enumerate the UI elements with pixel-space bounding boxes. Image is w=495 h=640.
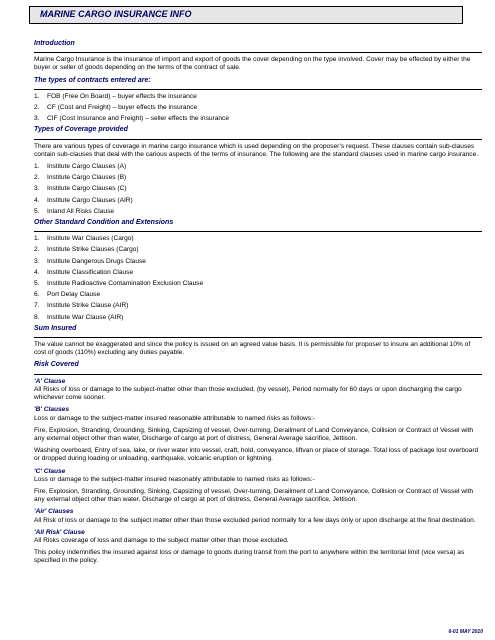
list-item-number: 6. [34, 291, 40, 299]
list-item-number: 2. [34, 104, 40, 112]
list-item-number: 5. [34, 280, 40, 288]
list-item [34, 246, 482, 254]
page-title: MARINE CARGO INSURANCE INFO [40, 9, 192, 19]
contracts-list [34, 93, 482, 124]
list-item-number: 8. [34, 313, 40, 321]
list-item-text: FOB (Free On Board) – buyer effects the insurance [47, 92, 197, 100]
clause-b-paragraph-1: Fire, Explosion, Stranding, Grounding, Sinking, Capsizing of vessel, Over-turning, Derailment of Land Conveyance, Collision or Contract of Vessel with any external object other than water, Discharge of cargo at port of distress, General Average sacrifice, Jettison. [34, 426, 474, 442]
list-item-text: Institute Cargo Clauses (B) [47, 174, 127, 182]
section-heading-risk: Risk Covered [34, 361, 79, 369]
list-item [34, 208, 482, 216]
list-item-number: 1. [34, 163, 40, 171]
coverage-list [34, 163, 482, 216]
list-item-text: Institute Cargo Clauses (A) [47, 163, 127, 171]
title-box [29, 6, 463, 24]
divider [34, 337, 482, 338]
clause-a-text: All Risks of loss or damage to the subject-matter other than those excluded, (by vessel), Period normally for 60 days or upon discharging the cargo whichever come sooner. [34, 385, 462, 402]
list-item [34, 235, 482, 243]
list-item-text: Institute Cargo Clauses (C) [47, 185, 127, 193]
list-item-text: CF (Cost and Freight) – buyer effects the insurance [47, 104, 198, 112]
other-list [34, 235, 482, 322]
divider [34, 52, 482, 53]
list-item [34, 115, 482, 123]
document-body [34, 40, 482, 570]
list-item [34, 258, 482, 266]
list-item-text: Institute War Clause (AIR) [47, 313, 124, 321]
clause-c-paragraph-1: Fire, Explosion, Stranding, Grounding, Sinking, Capsizing of vessel, Over-turning, Derailment of Land Conveyance, Collision or Contract of Vessel with any external object other than water, Discharge of cargo at port of distress, General Average sacrifice, Jettison. [34, 487, 474, 504]
list-item-number: 4. [34, 196, 40, 204]
list-item-text: Institute Radioactive Contamination Exclusion Clause [47, 280, 204, 288]
list-item [34, 269, 482, 277]
list-item-number: 3. [34, 185, 40, 193]
list-item-text: Institute Classification Clause [47, 268, 134, 276]
list-item-number: 7. [34, 302, 40, 310]
list-item [34, 185, 482, 193]
divider [34, 89, 482, 90]
clause-air-title: 'Air' Clauses [34, 508, 74, 516]
list-item [34, 197, 482, 205]
section-heading-coverage: Types of Coverage provided [34, 126, 128, 134]
section-heading-contracts: The types of contracts entered are: [34, 76, 151, 84]
list-item-text: Inland All Risks Clause [47, 207, 115, 215]
clause-c-title: 'C' Clause [34, 467, 66, 475]
coverage-paragraph: There are various types of coverage in marine cargo insurance which is used depending on the proposer’s request. These clauses contain sub-clauses contain sub-clauses that deal with the carious aspects of the terms of insurance. The following are the standard clauses used in marine cargo insurance. [34, 142, 479, 158]
clause-all-risk-text: All Risks coverage of loss and damage to the subject matter other than those excluded. [34, 536, 289, 544]
list-item-number: 2. [34, 246, 40, 254]
clause-all-risk-title: 'All Risk' Clause [34, 528, 85, 536]
section-heading-sum-insured: Sum Insured [34, 324, 77, 332]
clause-air-text: All Risk of loss or damage to the subject matter other than those excluded period normally for a few days only or upon discharge at the final destination. [34, 516, 476, 524]
list-item [34, 291, 482, 299]
list-item-text: Institute Cargo Clauses (AIR) [47, 196, 133, 204]
list-item [34, 104, 482, 112]
list-item-number: 4. [34, 268, 40, 276]
list-item-number: 1. [34, 235, 40, 243]
list-item-text: Port Delay Clause [47, 291, 101, 299]
clause-b-text: Loss or damage to the subject-matter insured reasonable attributable to named risks as follows:- [34, 414, 316, 422]
list-item-number: 5. [34, 207, 40, 215]
closing-paragraph: This policy indemnifies the insured against loss or damage to goods during transit from the port to anywhere within the territorial limit (vice versa) as specified in the policy. [34, 549, 465, 565]
divider [34, 374, 482, 375]
list-item [34, 314, 482, 322]
list-item-text: Institute War Clauses (Cargo) [47, 235, 134, 243]
intro-paragraph: Marine Cargo Insurance is the insurance of import and export of goods the cover depending on the type involved. Cover may be effected by either the buyer or seller of goods depending on the terms of the contract of sale. [34, 56, 471, 72]
list-item-number: 2. [34, 174, 40, 182]
list-item-number: 3. [34, 257, 40, 265]
list-item-number: 1. [34, 92, 40, 100]
list-item [34, 93, 482, 101]
clause-b-paragraph-2: Washing overboard, Entry of sea, lake, or river water into vessel, craft, hold, conveyance, liftvan or place of storage. Total loss of package lost overboard or dropped during loading or unloading, earthquake, volcanic eruption or lightning. [34, 447, 479, 463]
divider [34, 231, 482, 232]
list-item [34, 280, 482, 288]
section-heading-introduction: Introduction [34, 40, 75, 47]
clause-c-text: Loss or damage to the subject-matter insured reasonably attributable to named risks as follows:- [34, 475, 315, 483]
list-item-text: Institute Strike Clause (AIR) [47, 302, 129, 310]
sum-paragraph: The value cannot be exaggerated and since the policy is issued on an agreed value basis. It is permissible for proposer to insure an additional 10% of cost of goods (110%) excluding any duties payable. [34, 341, 471, 357]
divider [34, 139, 482, 140]
clause-a-title: 'A' Clause [34, 377, 66, 385]
clause-b-title: 'B' Clauses [34, 406, 70, 414]
list-item-text: Institute Strike Clauses (Cargo) [47, 246, 139, 254]
section-heading-other: Other Standard Condition and Extensions [34, 219, 174, 227]
page-footer: 6-01 MAY 2010 [448, 629, 483, 635]
list-item-number: 3. [34, 115, 40, 123]
list-item [34, 302, 482, 310]
list-item [34, 174, 482, 182]
list-item-text: CIF (Cost Insurance and Freight) – seller effects the insurance [47, 115, 230, 123]
list-item [34, 163, 482, 171]
list-item-text: Institute Dangerous Drugs Clause [47, 257, 146, 265]
